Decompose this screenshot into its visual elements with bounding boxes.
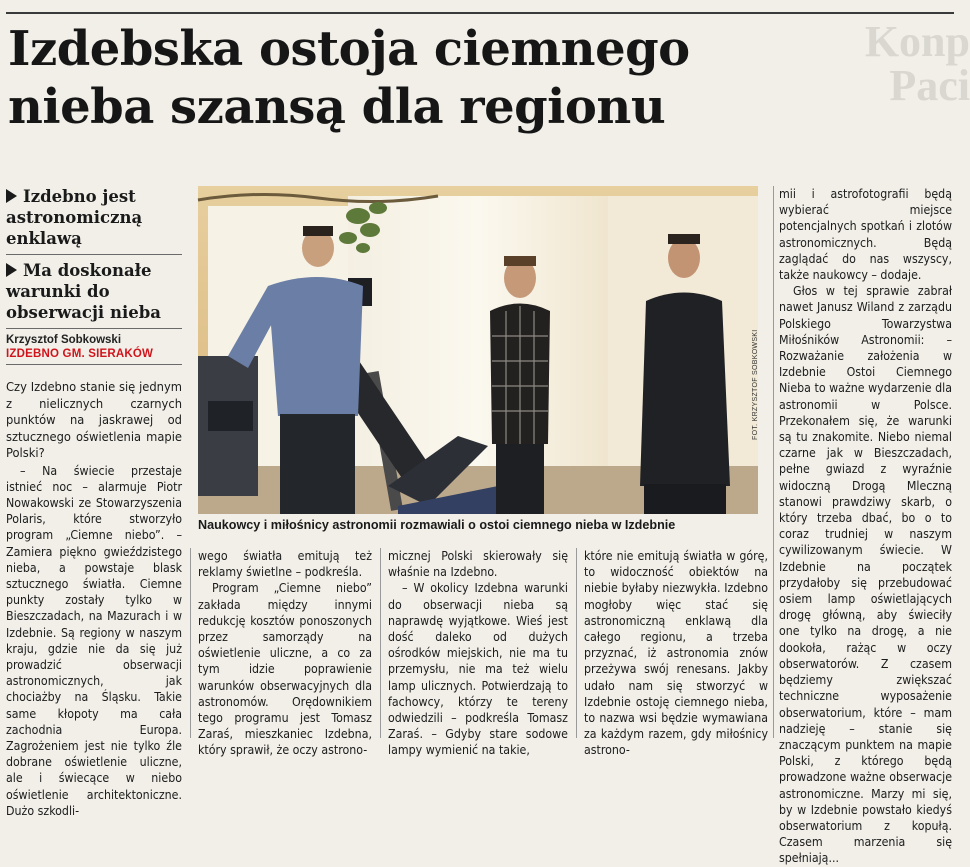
column-3 bbox=[388, 548, 568, 759]
paragraph: mii i astrofotografii będą wybierać miejsce potencjalnych spotkań i zlotów astronomicznych. Będą zaglądać do nas wszyscy, także naukowcy – dodaje. bbox=[779, 187, 952, 283]
ghost-line-2: Paci bbox=[889, 61, 970, 110]
kicker-1-text: Izdebno jest astronomiczną enklawą bbox=[6, 187, 143, 248]
column-divider bbox=[773, 186, 774, 738]
kicker-1 bbox=[6, 186, 182, 249]
paragraph: Głos w tej sprawie zabrał nawet Janusz Wiland z zarządu Polskiego Towarzystwa Miłośników Astronomii: – Rozważanie założenia w Izdebnie Ostoi Ciemnego Nieba to ważne wydarzenie dla astronomii w Polsce. Przekonałem się, że warunki są tu znakomite. Niebo niemal czarne jak w Bieszczadach, pełne gwiazd z wyraźnie widoczną Drogą Mleczną stanowi prawdziwy skarb, o który trzeba dbać, bo o to coraz trudniej w naszym cywilizowanym świecie. W Izdebnie na początek przydałoby się przebudować osiem lamp oświetlających drogę główną, aby świeciły one tylko na drogę, a nie dookoła, rażąc w oczy obserwatorów. Z czasem będziemy zwiększać techniczne wyposażenie obserwatorium, które – mam nadzieję – stanie się znaczącym punktem na mapie Polski, z którego będą prowadzone ważne obserwacje astronomiczne. Marzy mi się, by w Izdebnie powstało kiedyś obserwatorium z kopułą. Czasem marzenia się spełniają... bbox=[779, 284, 952, 866]
paragraph: micznej Polski skierowały się właśnie na Izdebno. bbox=[388, 549, 568, 580]
paragraph: Program „Ciemne niebo” zakłada między innymi redukcję kosztów ponoszonych przez samorządy na oświetlenie uliczne, a co za tym idzie poprawienie warunków obserwacyjnych dla astronomów. Orędownikiem tego programu jest Tomasz Zaraś, mieszkaniec Izdebna, który sprawił, że oczy astrono- bbox=[198, 581, 372, 758]
column-4 bbox=[584, 548, 768, 759]
paragraph: które nie emitują światła w górę, to widoczność obiektów na niebie byłaby niezwykła. Izdebno mogłoby więc stać się astronomiczną enklawą dla całego regionu, a trzeba przyznać, iż astronomia znów przeżywa swój renesans. Jakby udało nam się stworzyć w Izdebnie ostoję ciemnego nieba, to nazwa wsi będzie wymawiana za każdym razem, gdy miłośnicy astrono- bbox=[584, 549, 768, 758]
author-byline: Krzysztof Sobkowski bbox=[6, 334, 122, 346]
ghost-line-1: Konp bbox=[864, 17, 970, 66]
column-2 bbox=[198, 548, 372, 759]
column-1 bbox=[6, 380, 182, 819]
article-photo bbox=[198, 186, 758, 514]
paragraph: – Na świecie przestaje istnieć noc – alarmuje Piotr Nowakowski ze Stowarzyszenia Polaris, które stworzyło program „Ciemne niebo”. – Zamiera piękno gwieździstego nieba, a powstaje blask sztucznego światła. Ciemne punkty zostały tylko w Bieszczadach, na Mazurach i w Izdebnie. Są regiony w naszym kraju, gdzie nie da się już prowadzić obserwacji astronomicznych, jak chociażby na Śląsku. Takie same kłopoty ma cała zachodnia Europa. Zagrożeniem jest nie tylko źle dobrane oświetlenie uliczne, ale i świecące w niebo oświetlenie architektoniczne. Dużo szkodli- bbox=[6, 463, 182, 818]
top-rule bbox=[6, 12, 954, 14]
kicker-2 bbox=[6, 260, 182, 323]
kicker-divider bbox=[6, 254, 182, 255]
dateline-place: IZDEBNO GM. SIERAKÓW bbox=[6, 348, 154, 360]
triangle-bullet-icon bbox=[6, 263, 17, 277]
triangle-bullet-icon bbox=[6, 189, 17, 203]
lead-paragraph: Czy Izdebno stanie się jednym z nielicznych czarnych punktów na jaskrawej od sztucznego oświetlenia mapie Polski? bbox=[6, 380, 182, 461]
photo-caption: Naukowcy i miłośnicy astronomii rozmawiali o ostoi ciemnego nieba w Izdebnie bbox=[198, 518, 676, 532]
byline-divider bbox=[6, 364, 182, 365]
column-divider bbox=[190, 548, 191, 738]
photo-credit: FOT. KRZYSZTOF SOBKOWSKI bbox=[752, 329, 759, 440]
column-5 bbox=[779, 186, 952, 867]
headline-line-1: Izdebska ostoja ciemnego bbox=[8, 21, 690, 77]
headline bbox=[8, 20, 868, 136]
paragraph: – W okolicy Izdebna warunki do obserwacji nieba są naprawdę wyjątkowe. Wieś jest dość daleko od dużych ośrodków miejskich, nie ma tu przemysłu, nie ma też wielu lamp ulicznych. Potwierdzają to fachowcy, którzy te tereny odwiedzili – podkreśla Tomasz Zaraś. – Gdyby stare sodowe lampy wymienić na takie, bbox=[388, 581, 568, 758]
photo-illustration bbox=[198, 186, 758, 514]
kicker-divider bbox=[6, 328, 182, 329]
paragraph: wego światła emitują też reklamy świetlne – podkreśla. bbox=[198, 549, 372, 580]
column-divider bbox=[380, 548, 381, 738]
headline-line-2: nieba szansą dla regionu bbox=[8, 79, 666, 135]
kicker-2-text: Ma doskonałe warunki do obserwacji nieba bbox=[6, 261, 161, 322]
kicker-box bbox=[6, 186, 182, 365]
column-divider bbox=[576, 548, 577, 738]
